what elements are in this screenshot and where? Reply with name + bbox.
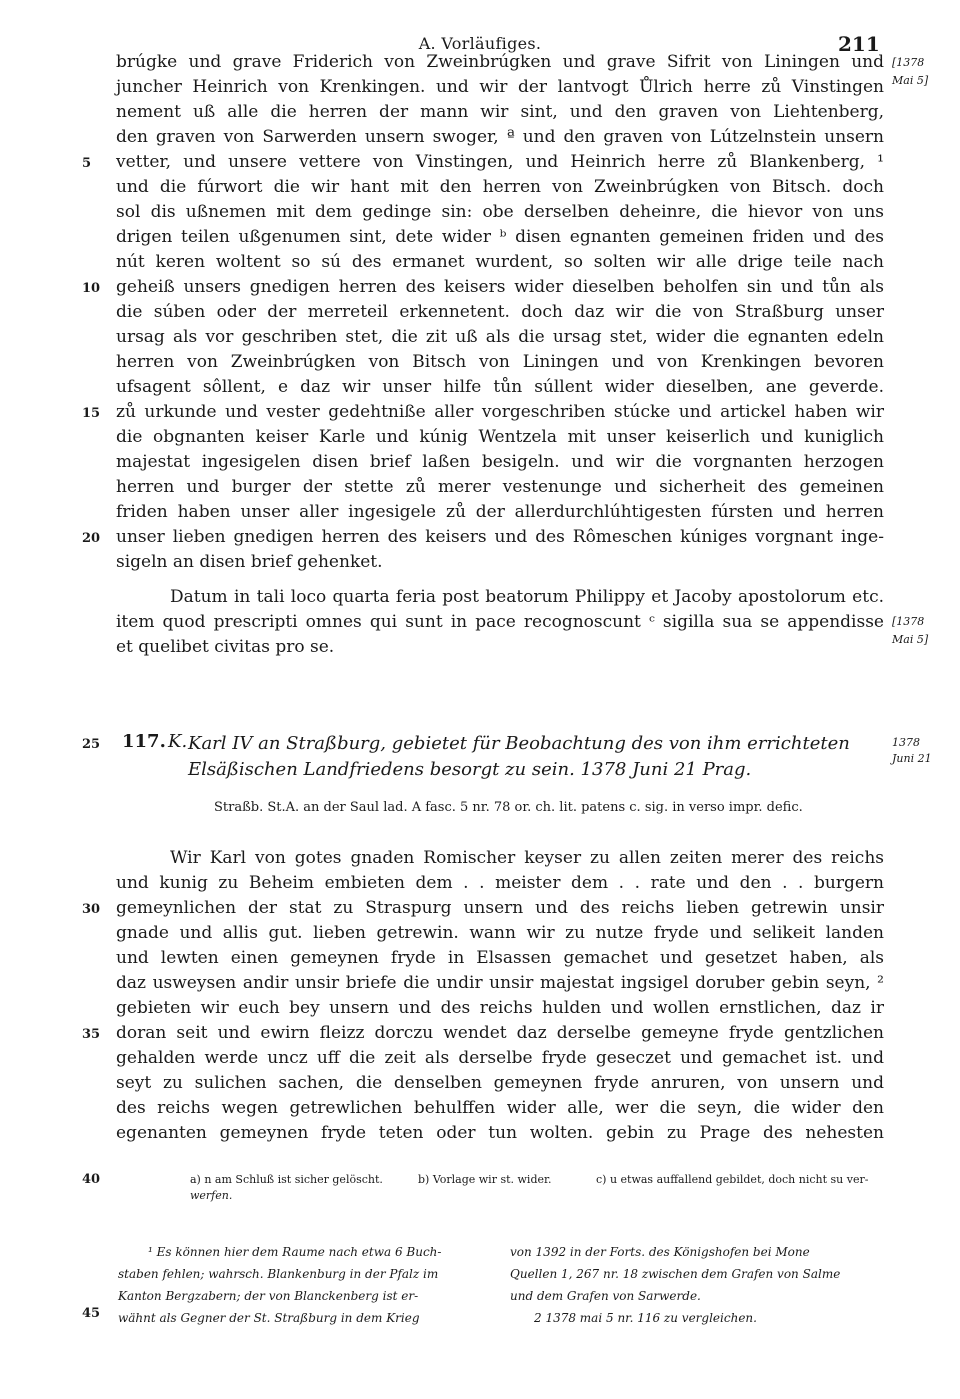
text-line: vetter, und unsere vettere von Vinstingen, und Heinrich herre zů Blankenberg, ¹: [116, 152, 884, 172]
footnote-right: Quellen 1, 267 nr. 18 zwischen dem Grafen von Salme: [510, 1267, 841, 1281]
text-line: doran seit und ewirn fleizz dorczu wendet daz derselbe gemeyne fryde gentzlichen: [116, 1023, 884, 1043]
footnote-right: und dem Grafen von Sarwerde.: [510, 1289, 701, 1303]
datum-line: item quod prescripti omnes qui sunt in pace recognoscunt ᶜ sigilla sua se appendisse: [116, 612, 884, 632]
text-line: und die fúrwort die wir hant mit den herren von Zweinbrúgken von Bitsch. doch: [116, 177, 884, 197]
text-line: majestat ingesigelen disen brief laßen besigeln. und wir die vorgnanten herzogen: [116, 452, 884, 472]
text-line: brúgke und grave Friderich von Zweinbrúgken und grave Sifrit von Liningen und: [116, 52, 884, 72]
datum-line: et quelibet civitas pro se.: [116, 637, 335, 657]
footnote-left: wähnt als Gegner der St. Straßburg in dem Krieg: [118, 1311, 420, 1325]
margin-date-note: [1378: [892, 56, 925, 69]
text-line: ufsagent sôllent, e daz wir unser hilfe tůn súllent wider dieselben, ane geverde.: [116, 377, 884, 397]
text-line: sigeln an disen brief gehenket.: [116, 552, 383, 572]
source-note: Straßb. St.A. an der Saul lad. A fasc. 5 nr. 78 or. ch. lit. patens c. sig. in verso impr. defic.: [214, 800, 803, 815]
text-line: gebieten wir euch bey unsern und des reichs hulden und wollen ernstlichen, daz ir: [116, 998, 884, 1018]
line-number: 35: [82, 1027, 101, 1042]
line-number: 5: [82, 156, 92, 171]
line-number: 20: [82, 531, 101, 546]
text-line: herren und burger der stette zů merer vestenunge und sicherheit des gemeinen: [116, 477, 884, 497]
line-number: 25: [82, 737, 101, 752]
text-line: gnade und allis gut. lieben getrewin. wann wir zu nutze fryde und selikeit landen: [116, 923, 884, 943]
text-line: sol dis ußnemen mit dem gedinge sin: obe derselben deheinre, die hievor von uns: [116, 202, 884, 222]
text-line: ursag als vor geschriben stet, die zit uß als die ursag stet, wider die egnanten edeln: [116, 327, 884, 347]
footnote-left: ¹ Es können hier dem Raume nach etwa 6 Buch-: [148, 1245, 442, 1259]
text-line: herren von Zweinbrúgken von Bitsch von Liningen und von Krenkingen bevoren: [116, 352, 884, 372]
text-line: drigen teilen ußgenumen sint, dete wider ᵇ disen egnanten gemeinen friden und des: [116, 227, 884, 247]
text-line: seyt zu sulichen sachen, die denselben gemeynen fryde anruren, von unsern und: [116, 1073, 884, 1093]
text-line: juncher Heinrich von Krenkingen. und wir der lantvogt Ůlrich herre zů Vinstingen: [116, 77, 884, 97]
text-line: geheiß unsers gnedigen herren des keisers wider dieselben beholfen sin und tůn als: [116, 277, 884, 297]
text-line: Wir Karl von gotes gnaden Romischer keyser zu allen zeiten merer des reichs: [170, 848, 884, 868]
document-k-abbrev: K.: [168, 731, 188, 752]
line-number: 40: [82, 1172, 101, 1187]
text-line: und kunig zu Beheim embieten dem . . meister dem . . rate und den . . burgern: [116, 873, 884, 893]
text-line: den graven von Sarwerden unsern swoger, ª und den graven von Lútzelnstein unsern: [116, 127, 884, 147]
footnote-left: Kanton Bergzabern; der von Blanckenberg ist er-: [118, 1289, 419, 1303]
line-number: 30: [82, 902, 101, 917]
text-line: egenanten gemeynen fryde teten oder tun wolten. gebin zu Prage des nehesten: [116, 1123, 884, 1143]
line-number: 10: [82, 281, 101, 296]
page-number: 211: [838, 32, 880, 56]
text-line: friden haben unser aller ingesigele zů der allerdurchlúhtigesten fúrsten und herren: [116, 502, 884, 522]
text-line: und lewten einen gemeynen fryde in Elsassen gemachet und gesetzet haben, als: [116, 948, 884, 968]
text-line: zů urkunde und vester gedehtniße aller vorgeschriben stúcke und artickel haben wir: [116, 402, 884, 422]
variant-note-c: c) u etwas auffallend gebildet, doch nicht su ver-: [596, 1173, 869, 1186]
document-title: Elsäßischen Landfriedens besorgt zu sein. 1378 Juni 21 Prag.: [188, 759, 752, 780]
footnote-right: 2 1378 mai 5 nr. 116 zu vergleichen.: [534, 1311, 757, 1325]
text-line: gemeynlichen der stat zu Straspurg unsern und des reichs lieben getrewin unsir: [116, 898, 884, 918]
document-title: Karl IV an Straßburg, gebietet für Beobachtung des von ihm errichteten: [188, 733, 850, 754]
margin-date-note: Juni 21: [892, 752, 932, 765]
margin-date-note: [1378: [892, 615, 925, 628]
variant-note-b: b) Vorlage wir st. wider.: [418, 1173, 552, 1186]
footnote-left: staben fehlen; wahrsch. Blankenburg in der Pfalz im: [118, 1267, 439, 1281]
text-line: des reichs wegen getrewlichen behulffen wider alle, wer die seyn, die wider den: [116, 1098, 884, 1118]
margin-date-note: Mai 5]: [892, 633, 929, 646]
text-line: die obgnanten keiser Karle und kúnig Wentzela mit unser keiserlich und kuniglich: [116, 427, 884, 447]
text-line: nút keren woltent so sú des ermanet wurdent, so solten wir alle drige teile nach: [116, 252, 884, 272]
line-number: 15: [82, 406, 101, 421]
text-line: nement uß alle die herren der mann wir sint, und den graven von Liehtenberg,: [116, 102, 884, 122]
text-line: daz usweysen andir unsir briefe die undir unsir majestat ingsigel doruber gebin seyn, ²: [116, 973, 884, 993]
footnote-right: von 1392 in der Forts. des Königshofen bei Mone: [510, 1245, 810, 1259]
text-line: unser lieben gnedigen herren des keisers und des Rômeschen kúniges vorgnant inge-: [116, 527, 884, 547]
running-title: A. Vorläufiges.: [418, 34, 542, 53]
document-number: 117.: [122, 731, 166, 752]
datum-line: Datum in tali loco quarta feria post beatorum Philippy et Jacoby apostolorum etc.: [170, 587, 884, 607]
line-number: 45: [82, 1306, 101, 1321]
text-line: gehalden werde uncz uff die zeit als derselbe fryde geseczet und gemachet ist. und: [116, 1048, 884, 1068]
variant-note-a: a) n am Schluß ist sicher gelöscht.: [190, 1173, 383, 1186]
margin-date-note: Mai 5]: [892, 74, 929, 87]
text-line: die súben oder der merreteil erkennetent. doch daz wir die von Straßburg unser: [116, 302, 884, 322]
variant-note-c-continued: werfen.: [190, 1189, 233, 1202]
margin-date-note: 1378: [892, 736, 920, 749]
